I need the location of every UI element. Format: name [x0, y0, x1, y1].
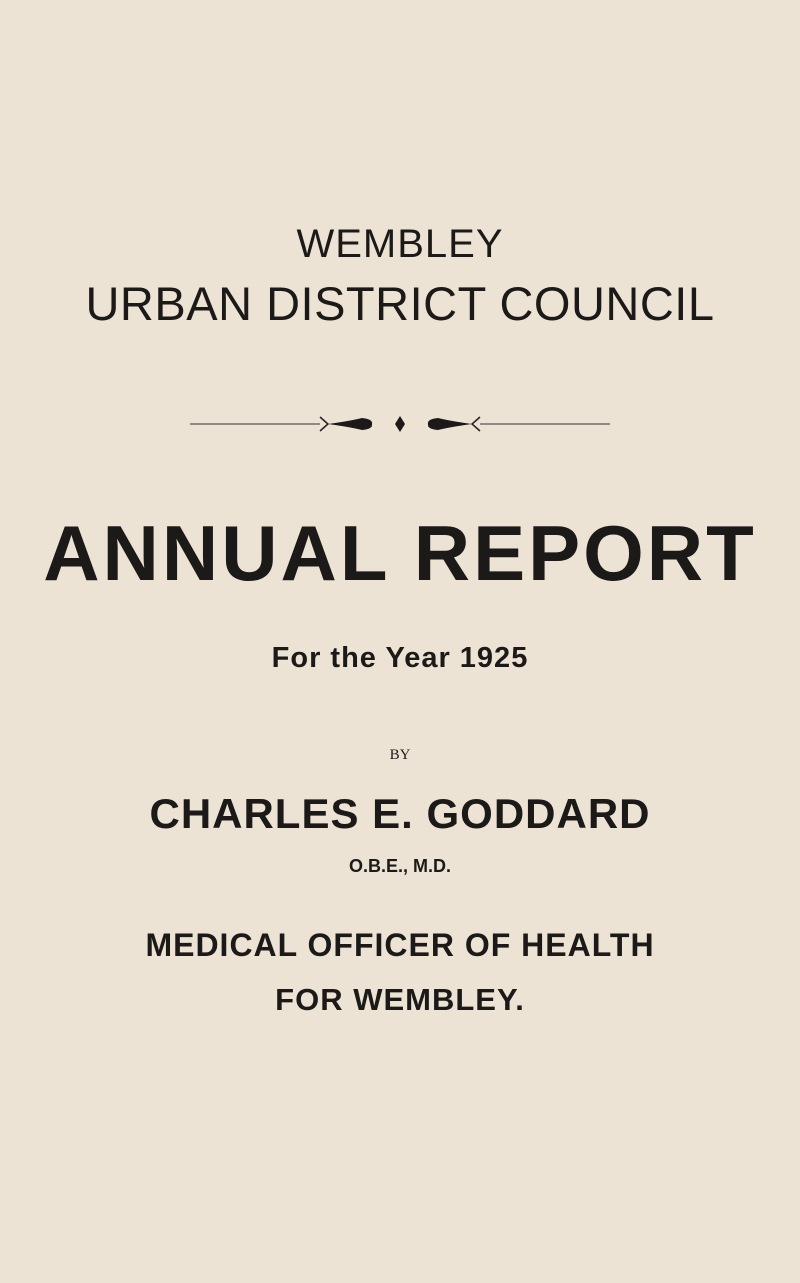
author-name: CHARLES E. GODDARD	[149, 790, 651, 837]
report-title: ANNUAL REPORT	[43, 509, 757, 597]
by-label: BY	[389, 747, 411, 763]
author-qualifications: O.B.E., M.D.	[348, 856, 451, 876]
author-position: MEDICAL OFFICER OF HEALTH	[145, 927, 655, 963]
author-position-location: FOR WEMBLEY.	[275, 982, 525, 1017]
ornament-divider-icon	[190, 414, 610, 434]
heading-council: URBAN DISTRICT COUNCIL	[85, 277, 715, 330]
heading-wembley: WEMBLEY	[296, 222, 504, 266]
report-year: For the Year 1925	[271, 642, 529, 674]
